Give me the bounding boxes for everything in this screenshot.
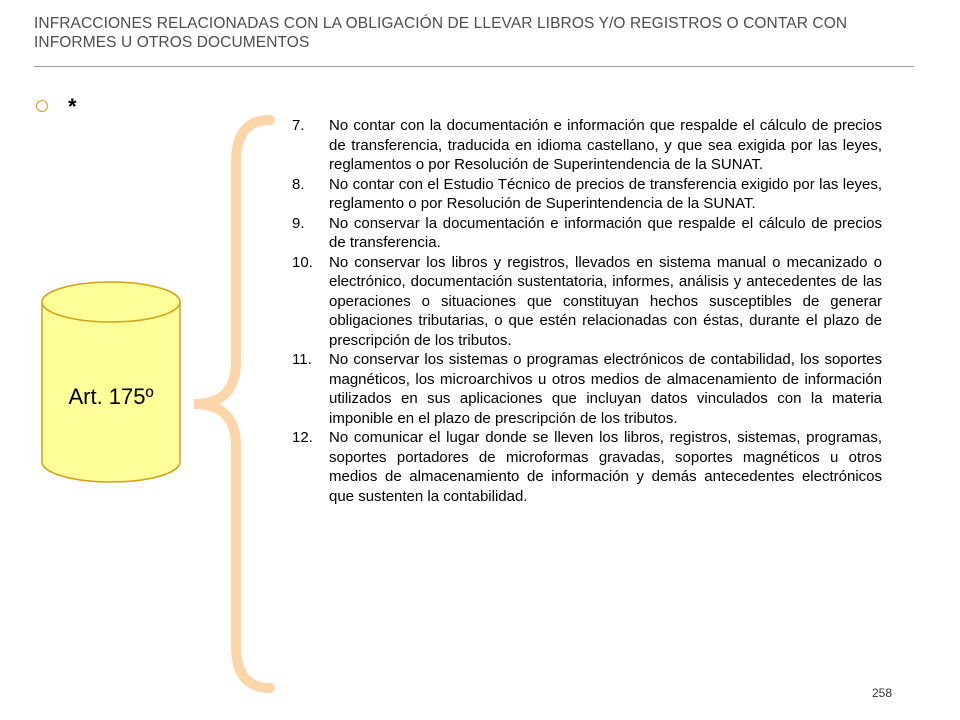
list-item — [292, 116, 882, 175]
brace-path — [194, 120, 270, 688]
item-text: No conservar los libros y registros, llevados en sistema manual o mecanizado o electrónico, documentación sustentatoria, informes, análisis y antecedentes de las operaciones o situaciones que constituyan hechos susceptibles de generar obligaciones tributarias, o que estén relacionadas con éstas, durante el plazo de prescripción de los tributos. — [329, 253, 882, 349]
item-text: No contar con la documentación e información que respalde el cálculo de precios de transferencia, traducida en idioma castellano, y que sea exigida por las leyes, reglamentos o por Resolución de Superintendencia de la SUNAT. — [329, 117, 882, 173]
page-number: 258 — [872, 686, 893, 700]
item-number: 11. — [292, 351, 312, 368]
item-text: No comunicar el lugar donde se lleven los libros, registros, sistemas, programas, soportes portadores de microformas gravadas, soportes magnéticos u otros medios de almacenamiento de información y demás antecedentes electrónicos que sustenten la contabilidad. — [329, 429, 882, 505]
article-label: Art. 175º — [68, 384, 154, 409]
left-brace-shape — [186, 112, 276, 696]
item-text: No conservar la documentación e información que respalde el cálculo de precios de transferencia. — [329, 214, 882, 251]
item-number: 7. — [292, 117, 305, 134]
list-item — [292, 253, 882, 351]
item-number: 9. — [292, 214, 305, 232]
bullet-circle-icon — [36, 100, 48, 112]
bullet-text: * — [68, 94, 77, 119]
cylinder-top — [42, 282, 180, 322]
title-divider — [34, 66, 914, 67]
list-item — [292, 175, 882, 214]
slide-title: INFRACCIONES RELACIONADAS CON LA OBLIGACIÓN DE LLEVAR LIBROS Y/O REGISTROS O CONTAR CON INFORMES U OTROS DOCUMENTOS — [34, 15, 848, 51]
list-item — [292, 214, 882, 253]
item-text: No conservar los sistemas o programas electrónicos de contabilidad, los soportes magnéticos, los microarchivos u otros medios de almacenamiento de información utilizados en sus aplicaciones que incluyan datos vinculados con la materia imponible en el plazo de prescripción de los tributos. — [329, 351, 882, 427]
item-number: 8. — [292, 175, 305, 193]
item-number: 12. — [292, 429, 313, 446]
list-item — [292, 350, 882, 428]
infractions-list — [292, 116, 882, 506]
item-number: 10. — [292, 253, 313, 271]
item-text: No contar con el Estudio Técnico de precios de transferencia exigido por las leyes, reglamento o por Resolución de Superintendencia de la SUNAT. — [329, 175, 882, 212]
list-item — [292, 428, 882, 506]
